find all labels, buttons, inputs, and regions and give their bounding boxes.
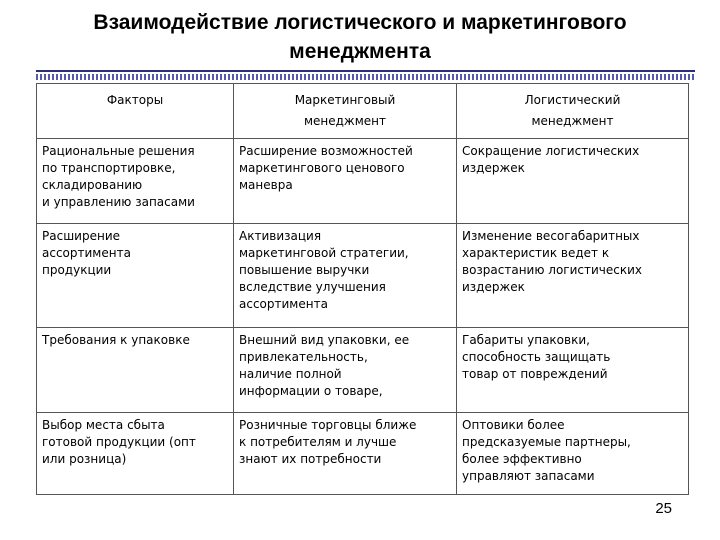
cell-marketing: Внешний вид упаковки, ее привлекательность, наличие полной информации о товаре, — [234, 328, 457, 413]
cell-logistics: Оптовики более предсказуемые партнеры, более эффективно управляют запасами — [457, 413, 689, 495]
cell-logistics: Сокращение логистических издержек — [457, 139, 689, 224]
factors-comparison-table — [36, 83, 689, 495]
cell-factor: Требования к упаковке — [37, 328, 234, 413]
cell-marketing: Активизация маркетинговой стратегии, повышение выручки вследствие улучшения ассортимента — [234, 224, 457, 328]
table-row — [37, 139, 689, 224]
header-factors: Факторы — [37, 84, 234, 139]
page-number: 25 — [655, 500, 672, 517]
title-underline-pattern — [36, 74, 695, 80]
header-marketing-management: Маркетинговый менеджмент — [234, 84, 457, 139]
cell-marketing: Розничные торговцы ближе к потребителям и лучше знают их потребности — [234, 413, 457, 495]
cell-factor: Рациональные решения по транспортировке, складированию и управлению запасами — [37, 139, 234, 224]
cell-logistics: Изменение весогабаритных характеристик ведет к возрастанию логистических издержек — [457, 224, 689, 328]
table-row — [37, 328, 689, 413]
cell-factor: Расширение ассортимента продукции — [37, 224, 234, 328]
table-header-row — [37, 84, 689, 139]
table-row — [37, 224, 689, 328]
table-row — [37, 413, 689, 495]
cell-logistics: Габариты упаковки, способность защищать товар от повреждений — [457, 328, 689, 413]
cell-marketing: Расширение возможностей маркетингового ценового маневра — [234, 139, 457, 224]
slide-title: Взаимодействие логистического и маркетингового менеджмента — [93, 11, 627, 63]
title-underline — [36, 70, 695, 72]
header-logistics-management: Логистический менеджмент — [457, 84, 689, 139]
cell-factor: Выбор места сбыта готовой продукции (опт или розница) — [37, 413, 234, 495]
